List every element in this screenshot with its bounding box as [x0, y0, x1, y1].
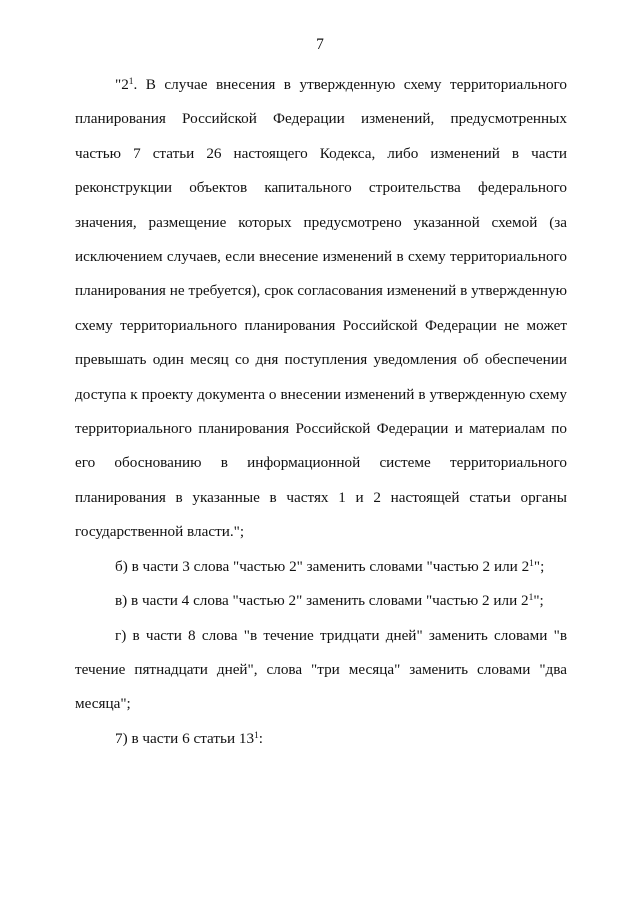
superscript: 1: [529, 558, 534, 569]
paragraph-text: в) в части 4 слова "частью 2" заменить словами "частью 2 или 2: [115, 592, 529, 610]
paragraph-7: [75, 722, 567, 756]
paragraph-g: [75, 619, 567, 722]
paragraph-text: ";: [533, 557, 545, 575]
paragraph-b: [75, 550, 567, 584]
paragraph-text: г) в части 8 слова "в течение тридцати дней" заменить словами "в течение пятнадцати дней", слова "три месяца" заменить словами "два месяца";: [75, 626, 567, 713]
paragraph-text: "2: [115, 76, 129, 93]
paragraph-text: б) в части 3 слова "частью 2" заменить словами "частью 2 или 2: [115, 557, 530, 575]
paragraph-text: 7) в части 6 статьи 13: [115, 729, 255, 747]
superscript: 1: [254, 730, 259, 741]
paragraph-text: ";: [533, 592, 544, 610]
document-body: [75, 68, 567, 756]
paragraph-text: . В случае внесения в утвержденную схему территориального планирования Российской Федерации изменений, предусмотренных частью 7 статьи 26 настоящего Кодекса, либо изменений в части реконструкции объектов капитального строительства федерального значения, размещение которых предусмотрено указанной схемой (за исключением случаев, если внесение изменений в схему территориального планирования не требуется), срок согласования изменений в утвержденную схему территориального планирования Российской Федерации не может превышать один месяц со дня поступления уведомления об обеспечении доступа к проекту документа о внесении изменений в утвержденную схему территориального планирования Российской Федерации и материалам по его обоснованию в информационной системе территориального планирования в указанные в частях 1 и 2 настоящей статьи органы государственной власти.";: [75, 76, 567, 541]
page-number: 7: [316, 36, 324, 53]
superscript: 1: [528, 592, 534, 603]
paragraph-text: :: [258, 729, 264, 747]
paragraph-2-1: [75, 68, 567, 550]
paragraph-v: [75, 584, 567, 618]
superscript: 1: [128, 76, 134, 87]
